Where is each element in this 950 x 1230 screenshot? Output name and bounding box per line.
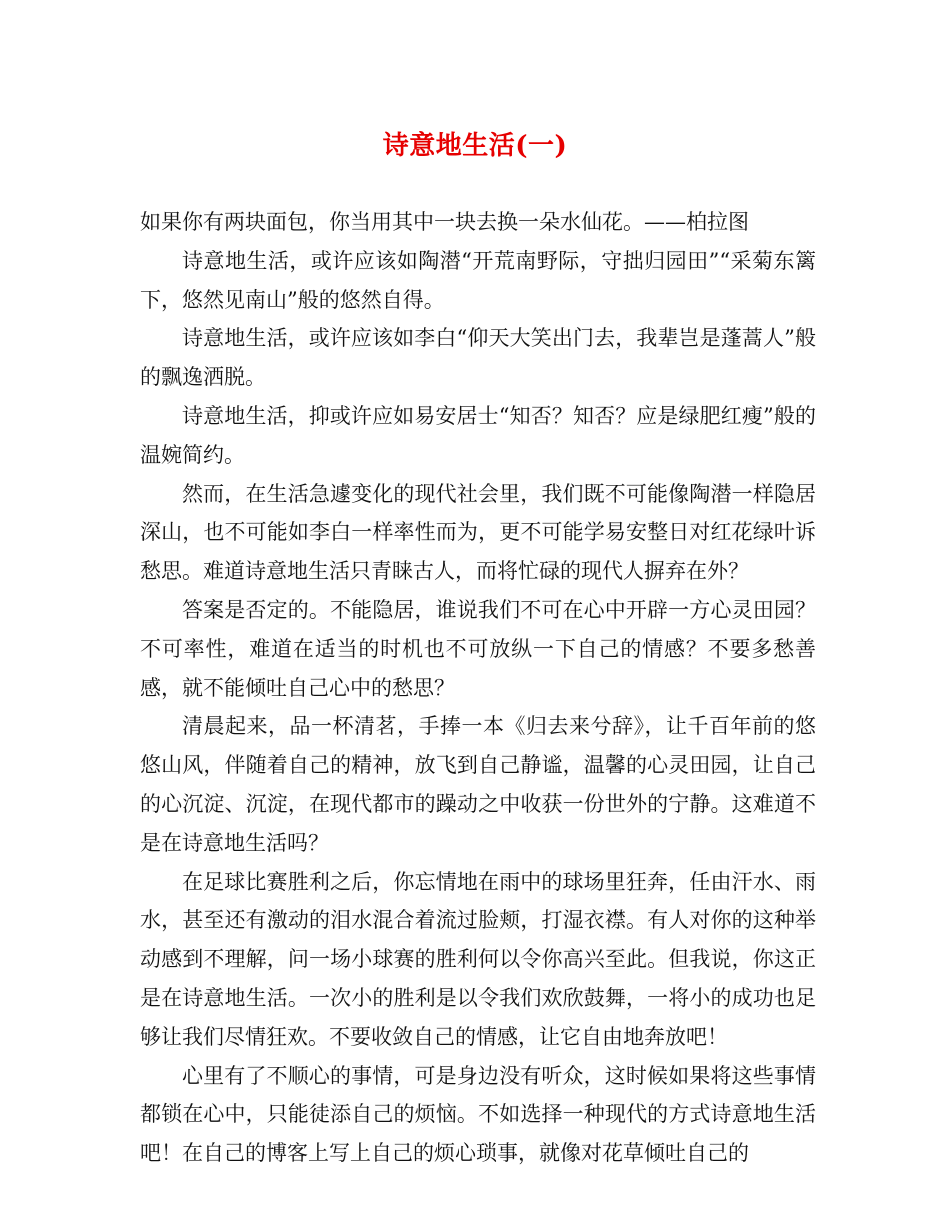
body-paragraph: 清晨起来，品一杯清茗，手捧一本《归去来兮辞》，让千百年前的悠悠山风，伴随着自己的精神，放飞到自己静谧，温馨的心灵田园，让自己的心沉淀、沉淀，在现代都市的躁动之中收获一份世外的宁静。这难道不是在诗意地生活吗？ xyxy=(140,714,816,855)
body-paragraph: 诗意地生活，抑或许应如易安居士“知否？知否？应是绿肥红瘦”般的温婉简约。 xyxy=(140,403,816,467)
body-paragraph: 在足球比赛胜利之后，你忘情地在雨中的球场里狂奔，任由汗水、雨水，甚至还有激动的泪水混合着流过脸颊，打湿衣襟。有人对你的这种举动感到不理解，问一场小球赛的胜利何以令你高兴至此。但我说，你这正是在诗意地生活。一次小的胜利是以令我们欢欣鼓舞，一将小的成功也足够让我们尽情狂欢。不要收敛自己的情感，让它自由地奔放吧！ xyxy=(140,869,816,1049)
body-paragraph: 诗意地生活，或许应该如陶潜“开荒南野际，守拙归园田”“采菊东篱下，悠然见南山”般的悠然自得。 xyxy=(140,248,816,312)
page-title: 诗意地生活(一) xyxy=(382,131,568,161)
body-paragraph: 诗意地生活，或许应该如李白“仰天大笑出门去，我辈岂是蓬蒿人”般的飘逸洒脱。 xyxy=(140,326,816,390)
body-paragraph: 答案是否定的。不能隐居，谁说我们不可在心中开辟一方心灵田园？不可率性，难道在适当的时机也不可放纵一下自己的情感？不要多愁善感，就不能倾吐自己心中的愁思？ xyxy=(140,597,816,700)
body-paragraph: 然而，在生活急遽变化的现代社会里，我们既不可能像陶潜一样隐居深山，也不可能如李白一样率性而为，更不可能学易安整日对红花绿叶诉愁思。难道诗意地生活只青睐古人，而将忙碌的现代人摒弃在外？ xyxy=(140,481,816,584)
body-paragraph: 心里有了不顺心的事情，可是身边没有听众，这时候如果将这些事情都锁在心中，只能徒添自己的烦恼。不如选择一种现代的方式诗意地生活吧！在自己的博客上写上自己的烦心琐事，就像对花草倾吐自己的 xyxy=(140,1063,816,1166)
article-body xyxy=(140,203,816,1173)
epigraph-paragraph: 如果你有两块面包，你当用其中一块去换一朵水仙花。——柏拉图 xyxy=(140,210,749,234)
